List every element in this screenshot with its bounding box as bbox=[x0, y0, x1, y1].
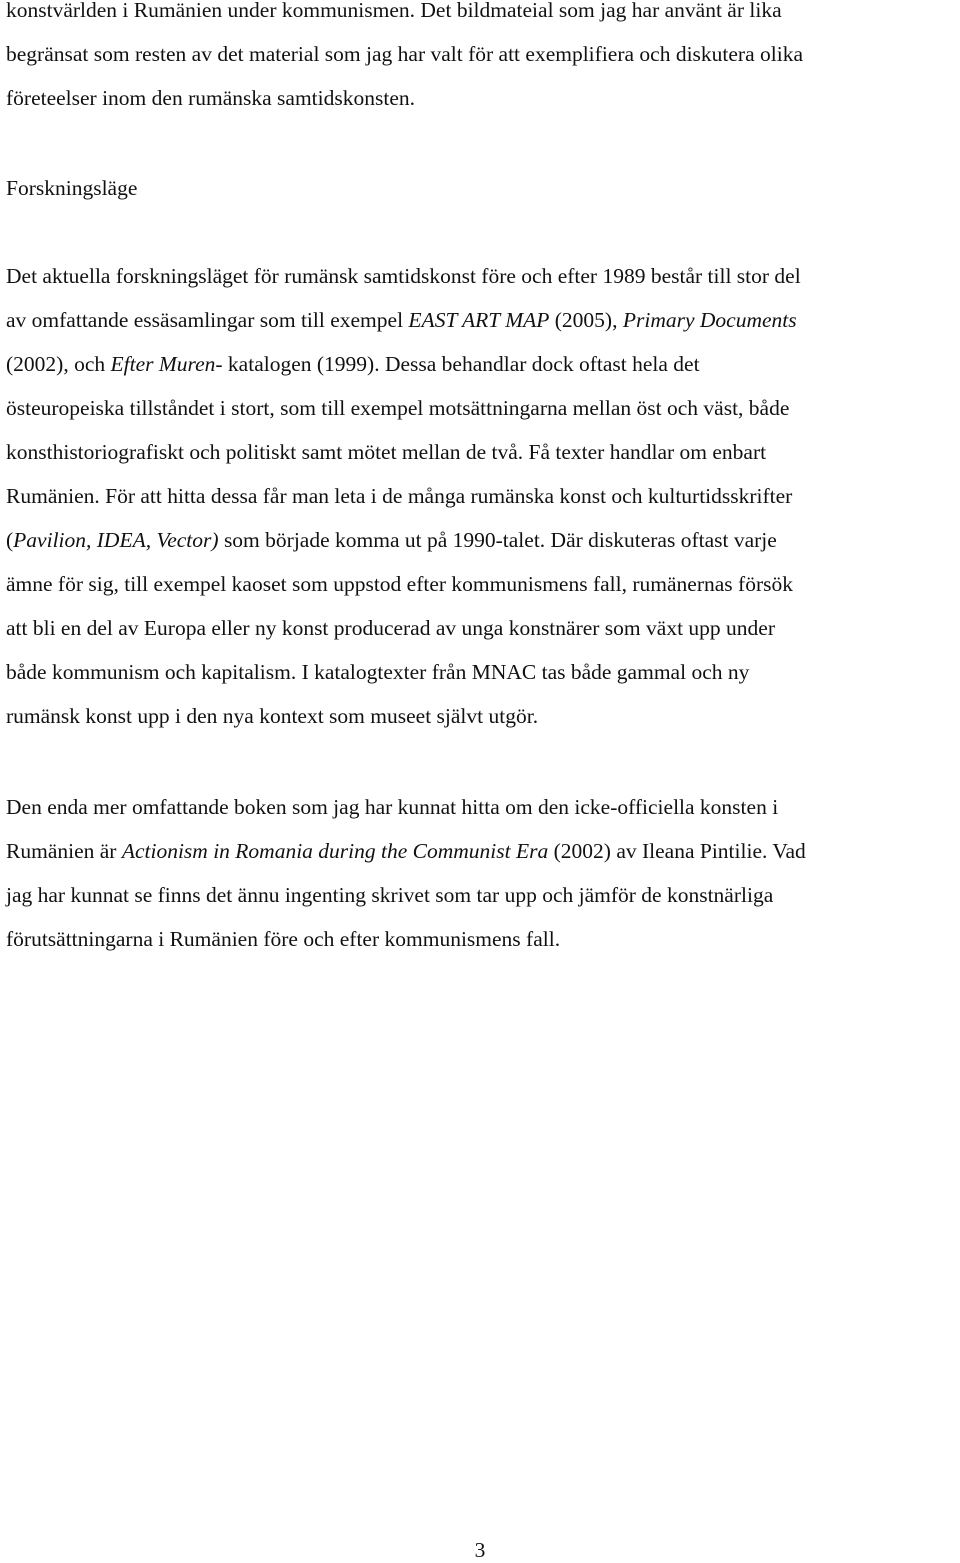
text-line: företeelser inom den rumänska samtidskonsten. bbox=[6, 86, 415, 110]
text-line: förutsättningarna i Rumänien före och efter kommunismens fall. bbox=[6, 927, 561, 951]
text-line: konsthistoriografiskt och politiskt samt mötet mellan de två. Få texter handlar om enbart bbox=[6, 440, 767, 464]
page-number: 3 bbox=[474, 1538, 486, 1562]
book-paragraph bbox=[6, 785, 960, 961]
text-line: konstvärlden i Rumänien under kommunismen. Det bildmateial som jag har använt är lika bbox=[6, 0, 782, 22]
text-line bbox=[6, 518, 960, 562]
book-title: Actionism in Romania during the Communist Era bbox=[121, 839, 549, 863]
text-segment: - katalogen (1999). Dessa behandlar dock oftast hela det bbox=[215, 352, 700, 376]
text-segment: (2002), och bbox=[6, 352, 111, 376]
book-title: Primary Documents bbox=[622, 308, 797, 332]
text-line bbox=[6, 342, 960, 386]
text-line: jag har kunnat se finns det ännu ingenting skrivet som tar upp och jämför de konstnärliga bbox=[6, 883, 774, 907]
intro-paragraph bbox=[6, 0, 960, 120]
text-line: rumänsk konst upp i den nya kontext som museet självt utgör. bbox=[6, 704, 539, 728]
text-line: Rumänien. För att hitta dessa får man leta i de många rumänska konst och kulturtidsskrifter bbox=[6, 484, 793, 508]
text-segment: av omfattande essäsamlingar som till exempel bbox=[6, 308, 409, 332]
text-segment: Rumänien är bbox=[6, 839, 122, 863]
text-line bbox=[6, 829, 960, 873]
text-line: både kommunism och kapitalism. I katalogtexter från MNAC tas både gammal och ny bbox=[6, 660, 750, 684]
text-line: östeuropeiska tillståndet i stort, som till exempel motsättningarna mellan öst och väst, både bbox=[6, 396, 790, 420]
book-title: Efter Muren bbox=[110, 352, 216, 376]
journal-titles: Pavilion, IDEA, Vector) bbox=[13, 528, 219, 552]
research-paragraph bbox=[6, 254, 960, 738]
text-segment: ( bbox=[6, 528, 14, 552]
text-segment: som började komma ut på 1990-talet. Där diskuteras oftast varje bbox=[218, 528, 777, 552]
text-segment: (2005), bbox=[549, 308, 623, 332]
text-line: Det aktuella forskningsläget för rumänsk samtidskonst före och efter 1989 består till stor del bbox=[6, 264, 801, 288]
text-line: ämne för sig, till exempel kaoset som uppstod efter kommunismens fall, rumänernas försök bbox=[6, 572, 793, 596]
section-heading: Forskningsläge bbox=[6, 176, 138, 200]
text-line bbox=[6, 298, 960, 342]
book-title: EAST ART MAP bbox=[408, 308, 550, 332]
text-segment: (2002) av Ileana Pintilie. Vad bbox=[548, 839, 806, 863]
text-line: Den enda mer omfattande boken som jag har kunnat hitta om den icke-officiella konsten i bbox=[6, 795, 779, 819]
text-line: begränsat som resten av det material som jag har valt för att exemplifiera och diskutera olika bbox=[6, 42, 804, 66]
text-line: att bli en del av Europa eller ny konst producerad av unga konstnärer som växt upp under bbox=[6, 616, 775, 640]
